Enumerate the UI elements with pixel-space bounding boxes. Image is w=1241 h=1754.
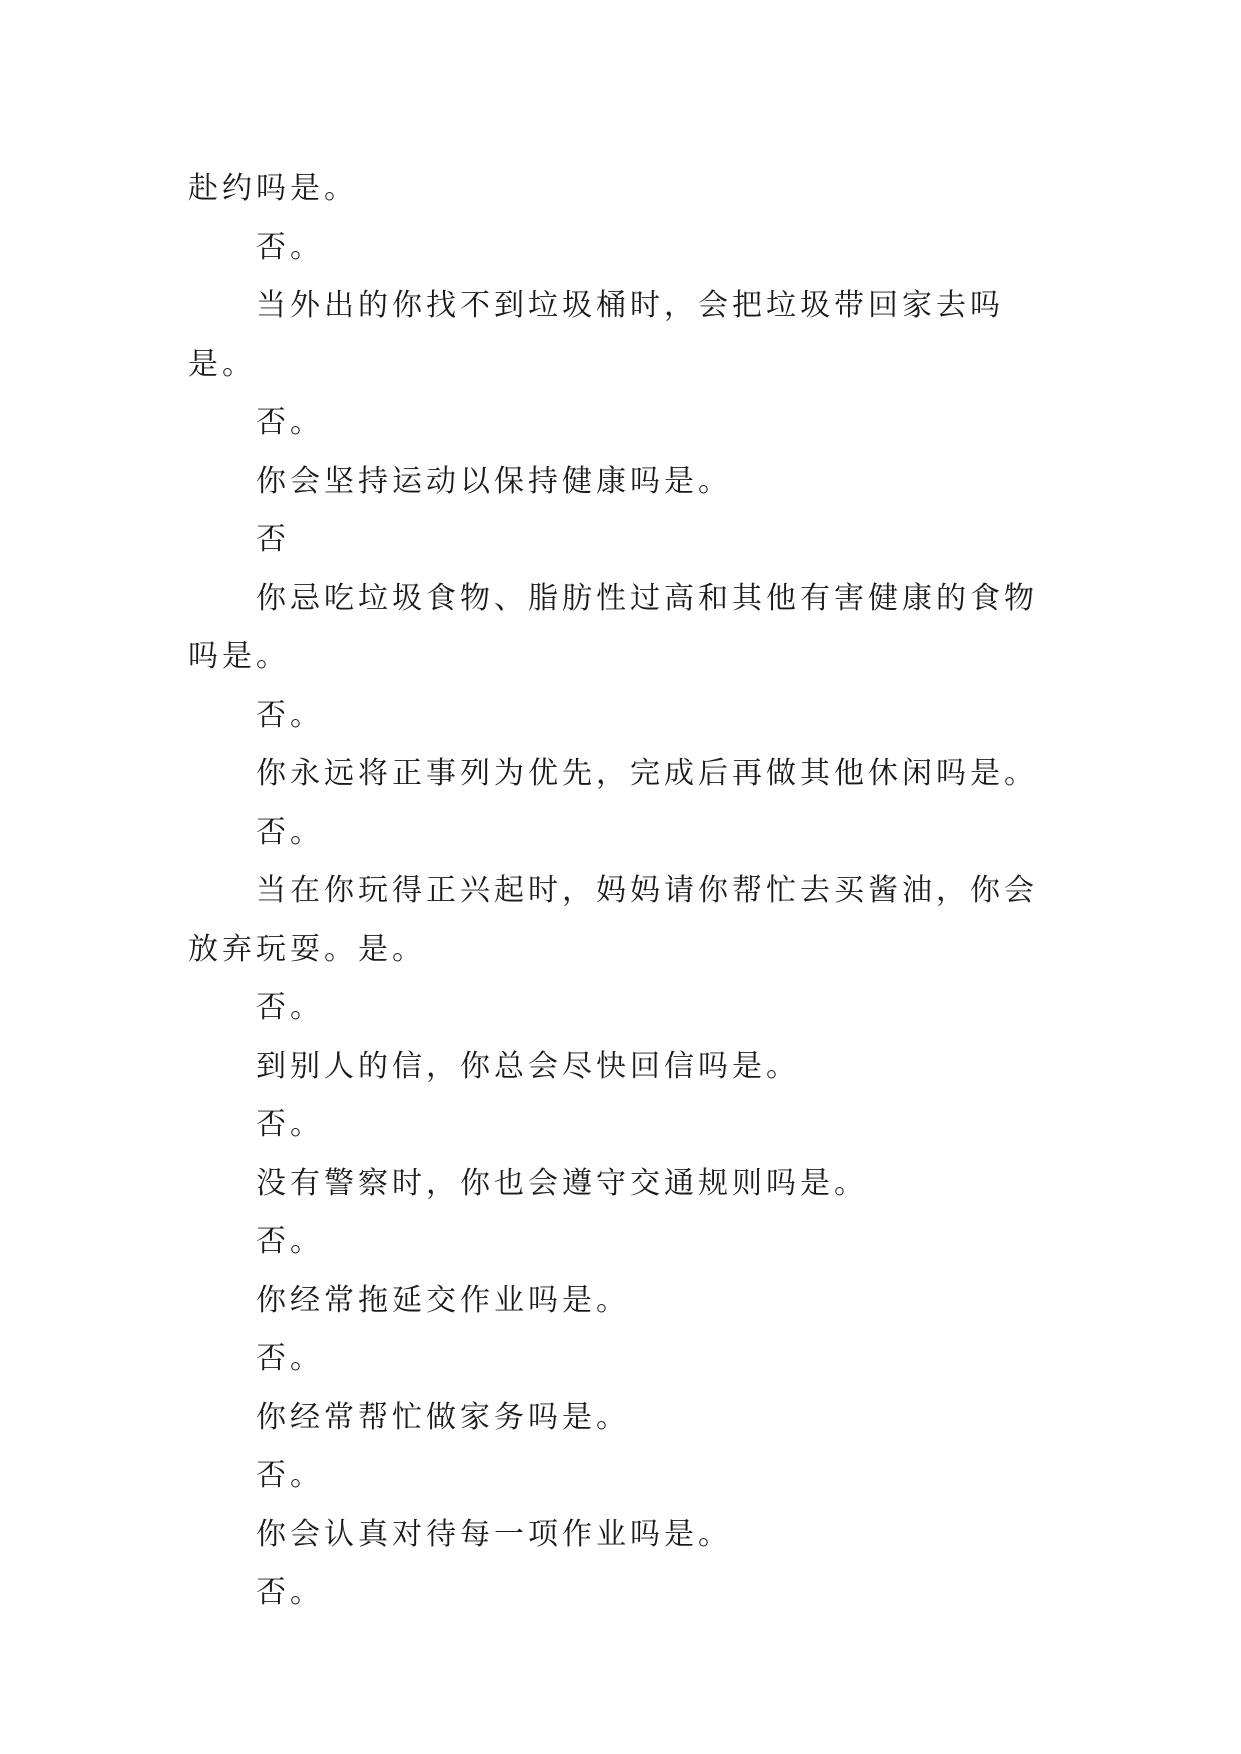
paragraph: 你经常帮忙做家务吗是。	[256, 1399, 630, 1435]
paragraph: 你忌吃垃圾食物、脂肪性过高和其他有害健康的食物吗是。	[188, 580, 1038, 674]
paragraph: 否。	[256, 405, 324, 440]
document-body	[188, 160, 1058, 1623]
paragraph: 到别人的信，你总会尽快回信吗是。	[256, 1048, 800, 1084]
paragraph: 否。	[256, 697, 324, 733]
paragraph: 赴约吗是。	[188, 171, 358, 206]
paragraph: 当在你玩得正兴起时，妈妈请你帮忙去买酱油，你会放弃玩耍。是。	[188, 873, 1038, 967]
paragraph: 你经常拖延交作业吗是。	[256, 1282, 630, 1318]
paragraph: 你会坚持运动以保持健康吗是。	[256, 463, 732, 499]
paragraph: 否。	[256, 1341, 324, 1376]
paragraph: 否。	[256, 1224, 324, 1259]
paragraph: 否。	[256, 990, 324, 1025]
paragraph: 当外出的你找不到垃圾桶时，会把垃圾带回家去吗是。	[188, 288, 1004, 382]
paragraph: 你会认真对待每一项作业吗是。	[256, 1516, 732, 1552]
paragraph: 否	[256, 522, 290, 557]
paragraph: 否。	[256, 1458, 324, 1493]
paragraph: 否。	[256, 814, 324, 850]
paragraph: 否。	[256, 1575, 324, 1610]
paragraph: 没有警察时，你也会遵守交通规则吗是。	[256, 1165, 868, 1201]
paragraph: 否。	[256, 229, 324, 265]
paragraph: 你永远将正事列为优先，完成后再做其他休闲吗是。	[256, 756, 1038, 791]
paragraph: 否。	[256, 1107, 324, 1142]
